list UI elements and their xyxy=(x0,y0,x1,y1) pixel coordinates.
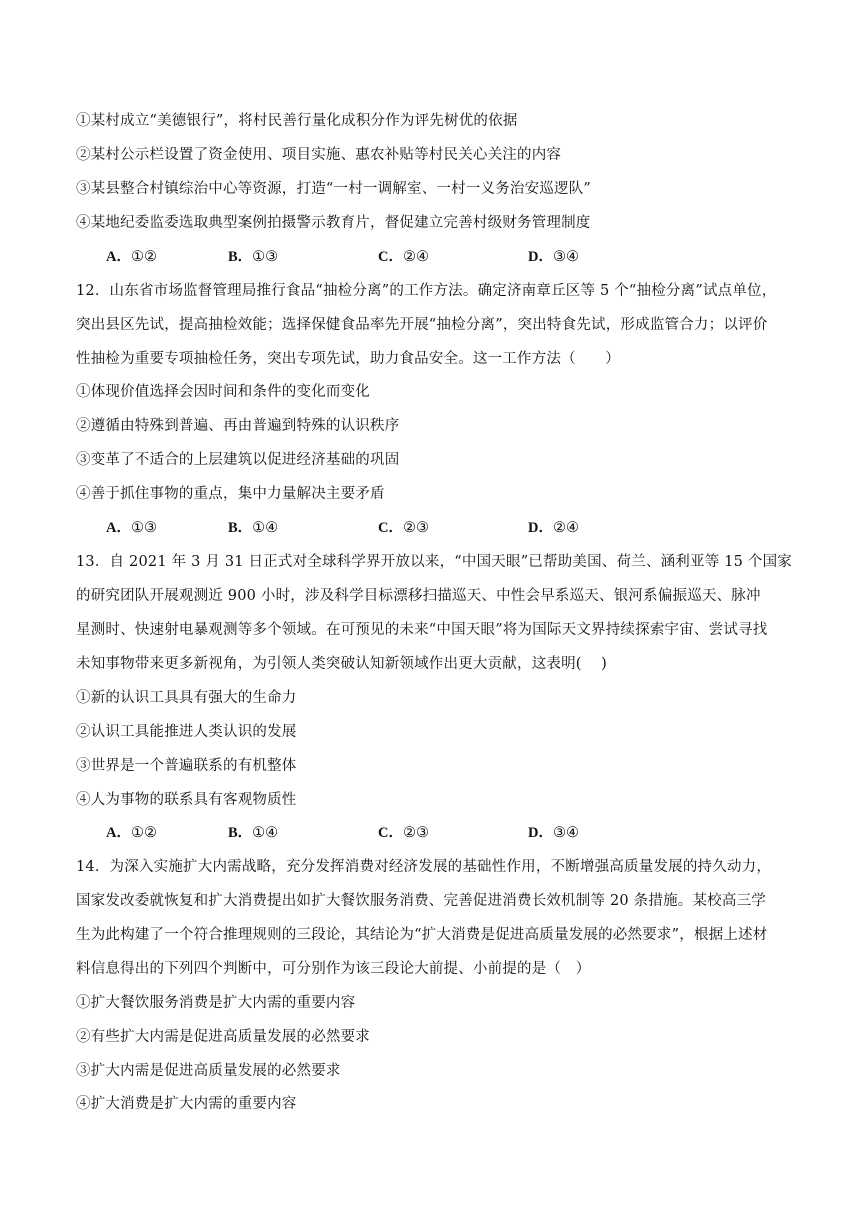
q13-item-2: ②认识工具能推进人类认识的发展 xyxy=(76,724,297,740)
q13-stem-line-3: 星测时、快速射电暴观测等多个领域。在可预见的未来“中国天眼”将为国际天文界持续探索宇宙、尝试寻找 xyxy=(76,622,768,638)
q11-item-1: ①某村成立“美德银行”，将村民善行量化成积分作为评先树优的依据 xyxy=(76,113,518,129)
q11-option-d[interactable]: D．③④ xyxy=(528,249,579,265)
q12-stem-line-2: 突出县区先试，提高抽检效能；选择保健食品率先开展“抽检分离”，突出特食先试，形成监管合力；以评价 xyxy=(76,317,768,333)
q12-item-3: ③变革了不适合的上层建筑以促进经济基础的巩固 xyxy=(76,452,400,468)
q13-item-1: ①新的认识工具具有强大的生命力 xyxy=(76,690,297,706)
q14-item-3: ③扩大内需是促进高质量发展的必然要求 xyxy=(76,1063,341,1079)
q12-item-1: ①体现价值选择会因时间和条件的变化而变化 xyxy=(76,384,370,400)
q14-item-1: ①扩大餐饮服务消费是扩大内需的重要内容 xyxy=(76,995,356,1011)
q12-stem-line-1: 12．山东省市场监督管理局推行食品“抽检分离”的工作方法。确定济南章丘区等 5 个“抽检分离”试点单位， xyxy=(76,283,777,299)
q14-item-4: ④扩大消费是扩大内需的重要内容 xyxy=(76,1096,297,1112)
q12-option-c[interactable]: C．②③ xyxy=(378,520,429,536)
q13-item-4: ④人为事物的联系具有客观物质性 xyxy=(76,792,297,808)
q14-item-2: ②有些扩大内需是促进高质量发展的必然要求 xyxy=(76,1029,370,1045)
q11-item-2: ②某村公示栏设置了资金使用、项目实施、惠农补贴等村民关心关注的内容 xyxy=(76,147,562,163)
q13-option-a[interactable]: A．①② xyxy=(106,825,157,841)
q13-item-3: ③世界是一个普遍联系的有机整体 xyxy=(76,758,297,774)
q14-stem-line-3: 生为此构建了一个符合推理规则的三段论，其结论为“扩大消费是促进高质量发展的必然要求”，根据上述材 xyxy=(76,927,768,943)
q12-option-b[interactable]: B．①④ xyxy=(228,520,279,536)
q12-option-d[interactable]: D．②④ xyxy=(528,520,579,536)
q13-option-b[interactable]: B．①④ xyxy=(228,825,279,841)
q11-item-3: ③某县整合村镇综治中心等资源，打造“一村一调解室、一村一义务治安巡逻队” xyxy=(76,181,592,197)
q13-option-c[interactable]: C．②③ xyxy=(378,825,429,841)
q13-option-d[interactable]: D．③④ xyxy=(528,825,579,841)
q13-stem-line-1: 13．自 2021 年 3 月 31 日正式对全球科学界开放以来，“中国天眼”已帮助美国、荷兰、涵利亚等 15 个国家 xyxy=(76,554,792,570)
q11-option-b[interactable]: B．①③ xyxy=(228,249,279,265)
q13-stem-line-4: 未知事物带来更多新视角，为引领人类突破认知新领域作出更大贡献，这表明( ) xyxy=(76,656,608,672)
q14-stem-line-4: 料信息得出的下列四个判断中，可分别作为该三段论大前提、小前提的是（ ） xyxy=(76,961,591,977)
q12-option-a[interactable]: A．①③ xyxy=(106,520,157,536)
q14-stem-line-1: 14．为深入实施扩大内需战略，充分发挥消费对经济发展的基础性作用，不断增强高质量发展的持久动力， xyxy=(76,859,772,875)
q11-option-a[interactable]: A．①② xyxy=(106,249,157,265)
q12-stem-line-3: 性抽检为重要专项抽检任务，突出专项先试，助力食品安全。这一工作方法（ ） xyxy=(76,351,620,367)
q12-item-4: ④善于抓住事物的重点，集中力量解决主要矛盾 xyxy=(76,486,385,502)
q12-item-2: ②遵循由特殊到普遍、再由普遍到特殊的认识秩序 xyxy=(76,418,400,434)
q11-item-4: ④某地纪委监委选取典型案例拍摄警示教育片，督促建立完善村级财务管理制度 xyxy=(76,215,591,231)
q13-stem-line-2: 的研究团队开展观测近 900 小时，涉及科学目标漂移扫描巡天、中性会早系巡天、银河系偏振巡天、脉冲 xyxy=(76,588,761,604)
q11-option-c[interactable]: C．②④ xyxy=(378,249,429,265)
q14-stem-line-2: 国家发改委就恢复和扩大消费提出如扩大餐饮服务消费、完善促进消费长效机制等 20 条措施。某校高三学 xyxy=(76,893,766,909)
